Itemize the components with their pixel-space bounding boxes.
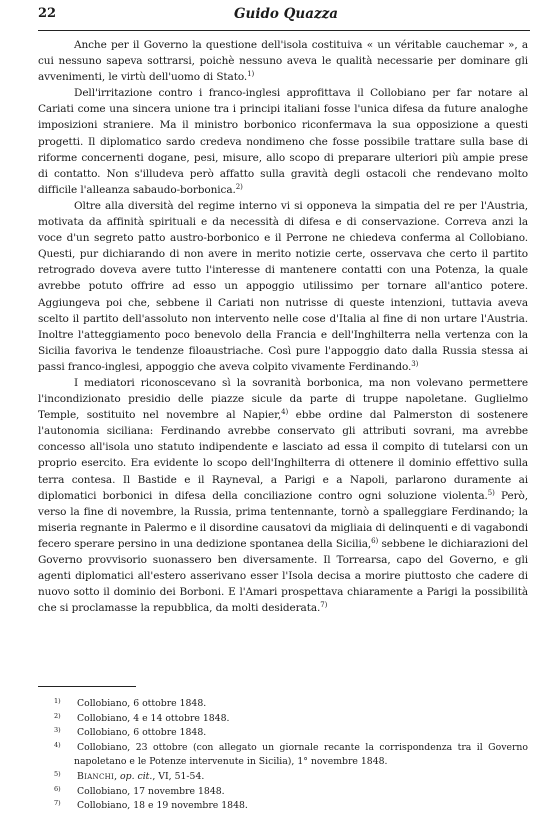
footnotes bbox=[38, 697, 528, 814]
footnote-number: 1) bbox=[54, 697, 61, 705]
footnote-number: 4) bbox=[54, 740, 61, 749]
footnote-number: 7) bbox=[54, 799, 61, 808]
footnote-rule bbox=[38, 686, 136, 687]
footnote-text: Collobiano, 6 ottobre 1848. bbox=[77, 727, 207, 739]
page-header bbox=[38, 4, 530, 26]
cited-author: Bianchi bbox=[77, 770, 115, 782]
paragraph-text: sebbene le dichiarazioni del Governo provvisorio suonassero ben diversamente. Il Torrearsa, capo del Governo, e gli agenti diplomatici all'estero asserivano esser l'Isola decisa a morire piuttosto che cadere di nuovo sotto il dominio dei Borboni. E l'Amari prospettava chiaramente a Parigi la possibilità che si proclamasse la repubblica, da molti desiderata. bbox=[38, 537, 528, 615]
paragraph bbox=[38, 85, 528, 198]
footnote: $^{5)}$ Bianchi, op. cit., VI, 51-54. bbox=[54, 769, 205, 782]
footnote-text: , VI, 51-54. bbox=[152, 770, 205, 782]
footnote-ref: 5) bbox=[487, 488, 495, 497]
paragraph-text: Dell'irritazione contro i franco-inglesi approfittava il Collobiano per far notare al Cariati come una sincera unione tra i principi italiani fosse l'unica difesa da future analoghe imposizioni straniere. Ma il ministro borbonico riconfermava la sua opposizione a questi progetti. Il diplomatico sardo credeva nondimeno che fosse possibile trattare sulla base di riforme concernenti dogane, pesi, misure, allo scopo di preparare ulteriori più ampie prese di contatto. Non s'illudeva però affatto sulla gravità degli ostacoli che rendevano molto difficile l'alleanza sabaudo-borbonica. bbox=[38, 87, 528, 196]
paragraph-text: Anche per il Governo la questione dell'isola costituiva « un véritable cauchemar », a cui nessuno sapeva sottrarsi, poichè nessuno aveva le qualità necessarie per dominare gli avvenimenti, le virtù dell'uomo di Stato. bbox=[38, 39, 528, 84]
footnote-ref: 4) bbox=[281, 408, 289, 417]
footnote bbox=[38, 785, 528, 800]
citation-abbrev: op. cit. bbox=[120, 770, 153, 782]
footnote bbox=[38, 741, 528, 770]
paragraph bbox=[38, 198, 528, 375]
footnote-text: Collobiano, 4 e 14 ottobre 1848. bbox=[77, 712, 230, 724]
footnote-text: Collobiano, 18 e 19 novembre 1848. bbox=[77, 800, 248, 812]
footnote-number: 6) bbox=[54, 784, 61, 793]
footnote bbox=[38, 712, 528, 727]
paragraph bbox=[38, 375, 528, 616]
footnote-ref: 7) bbox=[320, 601, 328, 610]
footnote-ref: 6) bbox=[371, 536, 379, 545]
footnote bbox=[38, 799, 528, 814]
footnote bbox=[38, 697, 528, 712]
footnote-ref: 1) bbox=[247, 70, 255, 79]
paragraph-text: ebbe ordine dal Palmerston di sostenere l'autonomia siciliana: Ferdinando avrebbe conservato gli attributi sovrani, ma avrebbe concesso all'isola uno statuto indipendente e lasciato ad essa il compito di tutelarsi con un proprio esercito. Era evidente lo scopo dell'Inghilterra di ottenere il dominio effettivo sulla terra contesa. Il Bastide e il Rayneval, a Parigi e a Napoli, parlarono duramente ai diplomatici borbonici in difesa della conciliazione contro ogni soluzione violenta. bbox=[38, 409, 528, 502]
footnote-text: Collobiano, 6 ottobre 1848. bbox=[77, 698, 207, 709]
paragraph-text: Oltre alla diversità del regime interno vi si opponeva la simpatia del re per l'Austria, motivata da affinità spirituali e da necessità di difesa e di conservazione. Correva anzi la voce d'un segreto patto austro-borbonico e il Perrone ne chiedeva conferma al Collobiano. Questi, pur dichiarando di non avere in merito notizie certe, osservava che certo il partito retrogrado doveva avere tutto l'interesse di mantenere contatti con una Potenza, la quale avrebbe potuto offrire ad esso un appoggio utilissimo per tornare all'antico potere. Aggiungeva poi che, sebbene il Cariati non nutrisse di queste intenzioni, tuttavia aveva scelto il partito dell'assoluto non intervento nelle cose d'Italia al fine di non urtare l'Austria. Inoltre l'atteggiamento poco benevolo della Francia e dell'Inghilterra nella vertenza con la Sicilia favoriva le tendenze filoaustriache. Così pure l'appoggio dato dalla Russia stessa ai passi franco-inglesi, appoggio che aveva colpito vivamente Ferdinando. bbox=[38, 199, 528, 373]
footnote bbox=[38, 726, 528, 741]
footnote-number: 5) bbox=[54, 769, 61, 778]
page-number: 22 bbox=[38, 6, 57, 21]
footnote-number: 2) bbox=[54, 711, 61, 720]
footnote-text: Collobiano, 23 ottobre (con allegato un giornale recante la corrispondenza tra il Governo napoletano e le Potenze intervenute in Sicilia), 1° novembre 1848. bbox=[74, 741, 528, 768]
body-text bbox=[38, 37, 528, 616]
footnote-text: Collobiano, 17 novembre 1848. bbox=[77, 785, 225, 797]
paragraph-text: I mediatori riconoscevano sì la sovranità borbonica, ma non volevano permettere l'incondizionato presidio delle piazze sicule da parte di truppe napoletane. Guglielmo Temple, sostituito nel novembre al Napier, bbox=[38, 376, 528, 422]
footnote-ref: 3) bbox=[411, 359, 419, 368]
footnote-ref: 2) bbox=[235, 182, 243, 191]
paragraph-text: Però, verso la fine di novembre, la Russia, prima tentennante, tornò a spalleggiare Ferdinando; la miseria regnante in Palermo e il disordine causatovi da migliaia di delinquenti e di vagabondi fecero sperare persino in una dedizione spontanea della Sicilia, bbox=[38, 489, 528, 550]
paragraph bbox=[38, 37, 528, 85]
header-rule bbox=[38, 30, 530, 31]
footnote-number: 3) bbox=[54, 726, 61, 735]
running-head: Guido Quazza bbox=[234, 6, 339, 22]
